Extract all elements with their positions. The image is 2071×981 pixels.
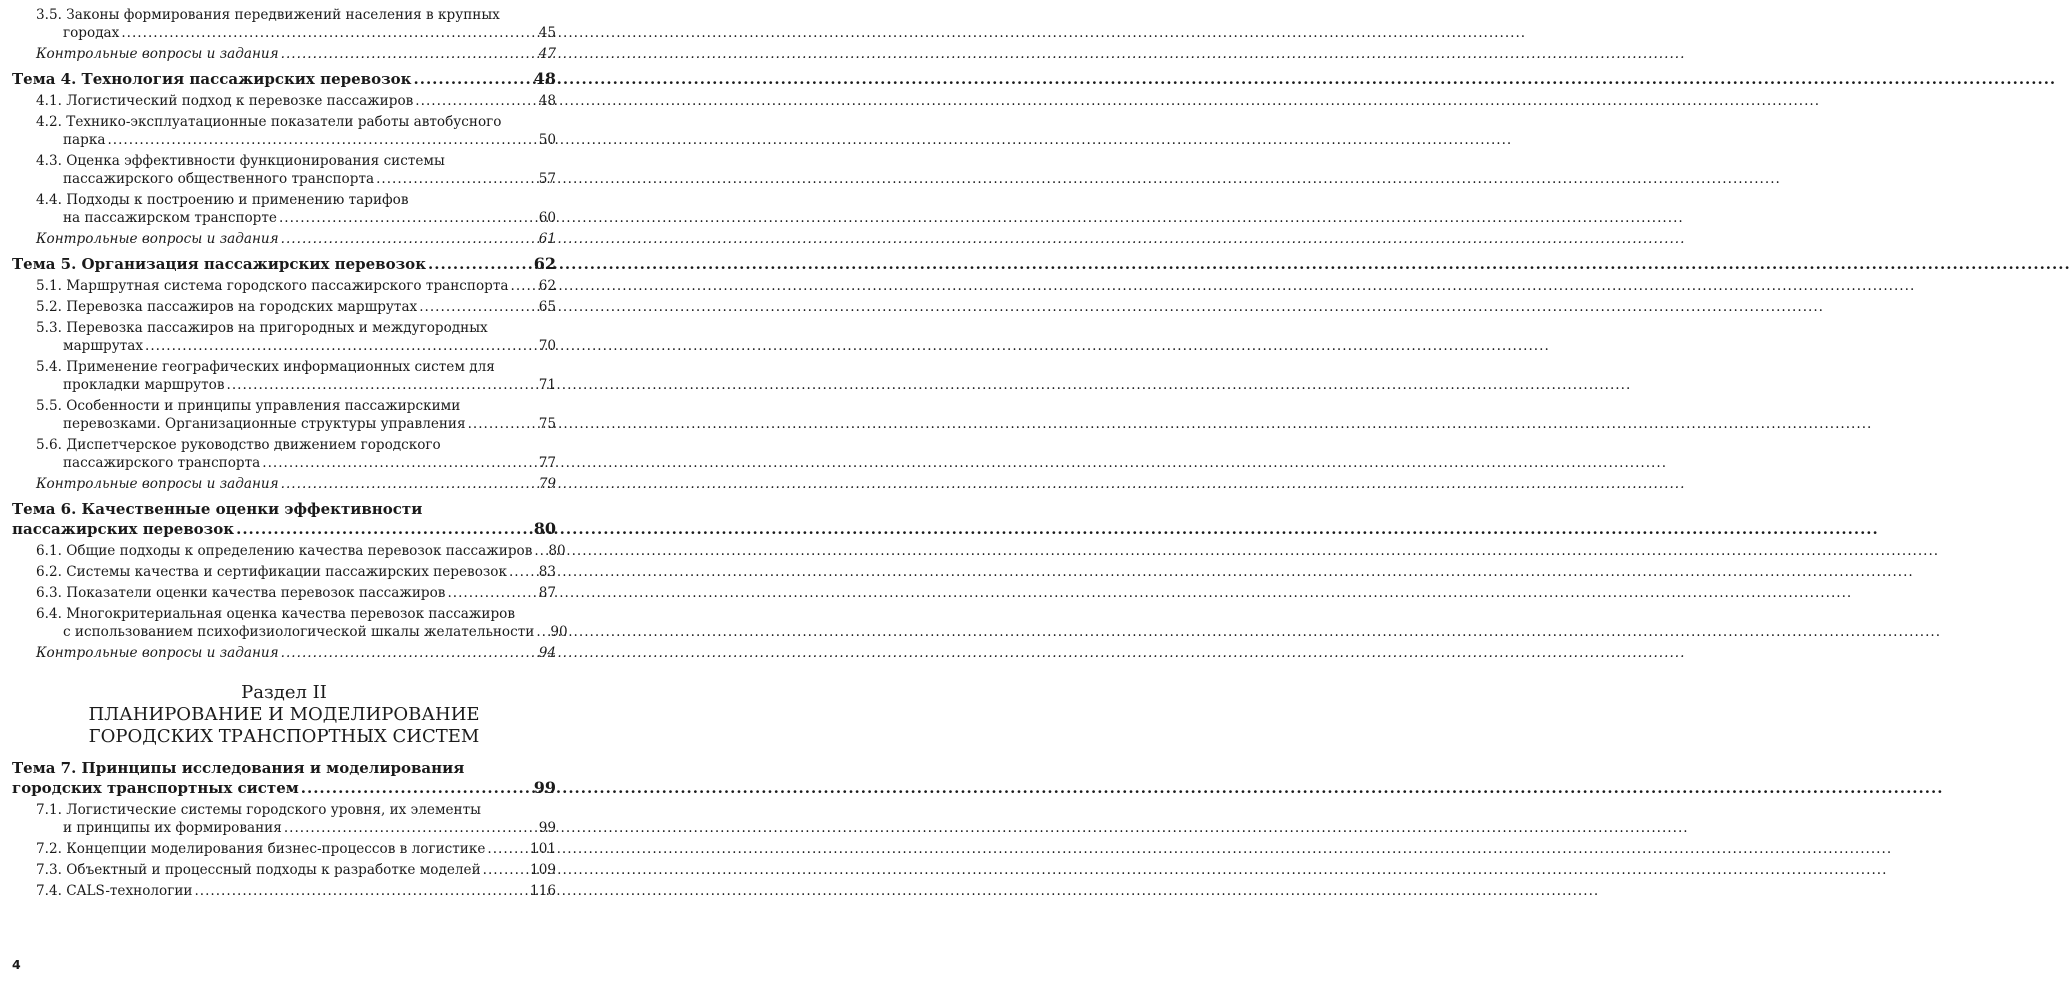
toc-subsection[interactable] <box>12 358 556 394</box>
dot-leader <box>262 454 536 472</box>
dot-leader <box>281 644 537 662</box>
toc-page-number: 62 <box>533 254 556 273</box>
toc-entry-title-line: 4.4. Подходы к построению и применению тарифов <box>36 192 409 208</box>
dot-leader <box>284 819 537 837</box>
toc-questions[interactable] <box>12 45 556 63</box>
toc-subsection[interactable] <box>12 801 556 837</box>
toc-questions[interactable] <box>12 475 556 493</box>
toc-subsection[interactable] <box>12 840 556 858</box>
toc-entry-title: Тема 5. Организация пассажирских перевозок <box>12 255 427 273</box>
toc-page-number: 101 <box>530 841 556 857</box>
toc-page-number: 48 <box>538 93 556 109</box>
dot-leader <box>145 337 537 355</box>
toc-entry-title: Контрольные вопросы и задания <box>36 231 279 247</box>
toc-entry-title: 5.1. Маршрутная система городского пассажирского транспорта <box>36 278 509 294</box>
toc-page-number: 94 <box>538 645 556 661</box>
dot-leader <box>281 45 537 63</box>
toc-subsection[interactable] <box>12 605 568 641</box>
toc-entry-title-line: 5.4. Применение географических информационных систем для <box>36 359 495 375</box>
toc-page-number: 70 <box>538 338 556 354</box>
dot-leader <box>468 415 537 433</box>
toc-entry-title: Тема 4. Технология пассажирских перевозок <box>12 70 412 88</box>
toc-page-number: 80 <box>548 543 566 559</box>
toc-page-number: 90 <box>550 624 568 640</box>
toc-entry-title-line: Тема 7. Принципы исследования и моделирования <box>12 759 465 777</box>
toc-entry-title: маршрутах <box>63 338 144 354</box>
toc-page-number: 57 <box>538 171 556 187</box>
dot-leader <box>281 230 537 248</box>
toc-entry-title-line: 5.5. Особенности и принципы управления пассажирскими <box>36 398 461 414</box>
toc-page-number: 87 <box>538 585 556 601</box>
table-of-contents <box>12 6 568 903</box>
toc-subsection[interactable] <box>12 191 556 227</box>
toc-page-number: 71 <box>538 377 556 393</box>
dot-leader <box>536 623 548 641</box>
toc-entry-title: 7.3. Объектный и процессный подходы к разработке моделей <box>36 862 481 878</box>
toc-subsection[interactable] <box>12 277 556 295</box>
toc-subsection[interactable] <box>12 113 556 149</box>
toc-subsection[interactable] <box>12 397 556 433</box>
toc-entry-title-line: 5.3. Перевозка пассажиров на пригородных и междугородных <box>36 320 488 336</box>
toc-topic[interactable] <box>12 758 556 798</box>
dot-leader <box>121 24 536 42</box>
toc-entry-title: Контрольные вопросы и задания <box>36 46 279 62</box>
toc-topic[interactable] <box>12 499 556 539</box>
toc-topic[interactable] <box>12 69 556 89</box>
toc-entry-title-line: 7.1. Логистические системы городского уровня, их элементы <box>36 802 481 818</box>
toc-entry-title: пассажирского общественного транспорта <box>63 171 375 187</box>
dot-leader <box>415 92 536 110</box>
toc-entry-title: 5.2. Перевозка пассажиров на городских маршрутах <box>36 299 418 315</box>
toc-entry-title: перевозками. Организационные структуры управления <box>63 416 466 432</box>
toc-entry-title-line: 4.2. Технико-эксплуатационные показатели работы автобусного <box>36 114 502 130</box>
toc-subsection[interactable] <box>12 319 556 355</box>
dot-leader <box>376 170 537 188</box>
toc-entry-title: парка <box>63 132 106 148</box>
toc-entry-title: на пассажирском транспорте <box>63 210 277 226</box>
toc-page-number: 65 <box>538 299 556 315</box>
dot-leader <box>236 519 532 539</box>
toc-page-number: 47 <box>538 46 556 62</box>
toc-entry-title-line: 5.6. Диспетчерское руководство движением городского <box>36 437 441 453</box>
toc-page-number: 99 <box>533 778 556 797</box>
page-number: 4 <box>12 957 21 972</box>
dot-leader <box>414 69 532 89</box>
toc-entry-title: пассажирских перевозок <box>12 520 235 538</box>
toc-page-number: 77 <box>538 455 556 471</box>
toc-entry-title: пассажирского транспорта <box>63 455 261 471</box>
dot-leader <box>487 840 528 858</box>
toc-subsection[interactable] <box>12 563 556 581</box>
toc-page-number: 83 <box>538 564 556 580</box>
dot-leader <box>227 376 537 394</box>
toc-subsection[interactable] <box>12 584 556 602</box>
toc-page-number: 50 <box>538 132 556 148</box>
dot-leader <box>194 882 528 900</box>
dot-leader <box>534 542 546 560</box>
toc-subsection[interactable] <box>12 861 556 879</box>
dot-leader <box>419 298 536 316</box>
toc-page-number: 62 <box>538 278 556 294</box>
toc-entry-title: 6.1. Общие подходы к определению качества перевозок пассажиров <box>36 543 533 559</box>
toc-page-number: 79 <box>538 476 556 492</box>
section-heading-line: ПЛАНИРОВАНИЕ И МОДЕЛИРОВАНИЕ <box>88 704 480 725</box>
toc-questions[interactable] <box>12 230 556 248</box>
toc-topic[interactable] <box>12 254 556 274</box>
dot-leader <box>447 584 536 602</box>
dot-leader <box>279 209 537 227</box>
toc-entry-title: с использованием психофизиологической шкалы желательности <box>63 624 535 640</box>
toc-page-number: 80 <box>533 519 556 538</box>
dot-leader <box>483 861 528 879</box>
toc-entry-title: Контрольные вопросы и задания <box>36 476 279 492</box>
toc-entry-title: 6.3. Показатели оценки качества перевозок пассажиров <box>36 585 446 601</box>
toc-page-number: 109 <box>530 862 556 878</box>
section-heading-line: Раздел II <box>241 682 327 703</box>
toc-subsection[interactable] <box>12 152 556 188</box>
toc-entry-title: 7.2. Концепции моделирования бизнес-процессов в логистике <box>36 841 486 857</box>
section-heading-line: ГОРОДСКИХ ТРАНСПОРТНЫХ СИСТЕМ <box>88 726 480 747</box>
toc-page-number: 75 <box>538 416 556 432</box>
toc-entry-title-line: 4.3. Оценка эффективности функционирования системы <box>36 153 445 169</box>
toc-entry-title-line: Тема 6. Качественные оценки эффективности <box>12 500 423 518</box>
toc-entry-title: городах <box>63 25 120 41</box>
toc-page-number: 61 <box>538 231 556 247</box>
toc-entry-title: прокладки маршрутов <box>63 377 225 393</box>
toc-page-number: 48 <box>533 69 556 88</box>
toc-page-number: 99 <box>538 820 556 836</box>
toc-entry-title-line: 3.5. Законы формирования передвижений населения в крупных <box>36 7 500 23</box>
toc-subsection[interactable] <box>12 436 556 472</box>
toc-subsection[interactable] <box>12 92 556 110</box>
toc-entry-title: и принципы их формирования <box>63 820 282 836</box>
toc-page-number: 116 <box>530 883 556 899</box>
section-heading <box>12 682 556 748</box>
toc-subsection[interactable] <box>12 6 556 42</box>
toc-entry-title: 6.2. Системы качества и сертификации пассажирских перевозок <box>36 564 507 580</box>
dot-leader <box>107 131 536 149</box>
toc-entry-title: Контрольные вопросы и задания <box>36 645 279 661</box>
toc-subsection[interactable] <box>12 882 556 900</box>
toc-questions[interactable] <box>12 644 556 662</box>
dot-leader <box>509 563 537 581</box>
dot-leader <box>511 277 537 295</box>
toc-entry-title: городских транспортных систем <box>12 779 299 797</box>
dot-leader <box>428 254 532 274</box>
toc-page-number: 60 <box>538 210 556 226</box>
toc-entry-title: 7.4. CALS-технологии <box>36 883 193 899</box>
toc-entry-title: 4.1. Логистический подход к перевозке пассажиров <box>36 93 414 109</box>
toc-entry-title-line: 6.4. Многокритериальная оценка качества перевозок пассажиров <box>36 606 516 622</box>
toc-subsection[interactable] <box>12 298 556 316</box>
toc-subsection[interactable] <box>12 542 566 560</box>
dot-leader <box>301 778 532 798</box>
toc-page-number: 45 <box>538 25 556 41</box>
dot-leader <box>281 475 537 493</box>
